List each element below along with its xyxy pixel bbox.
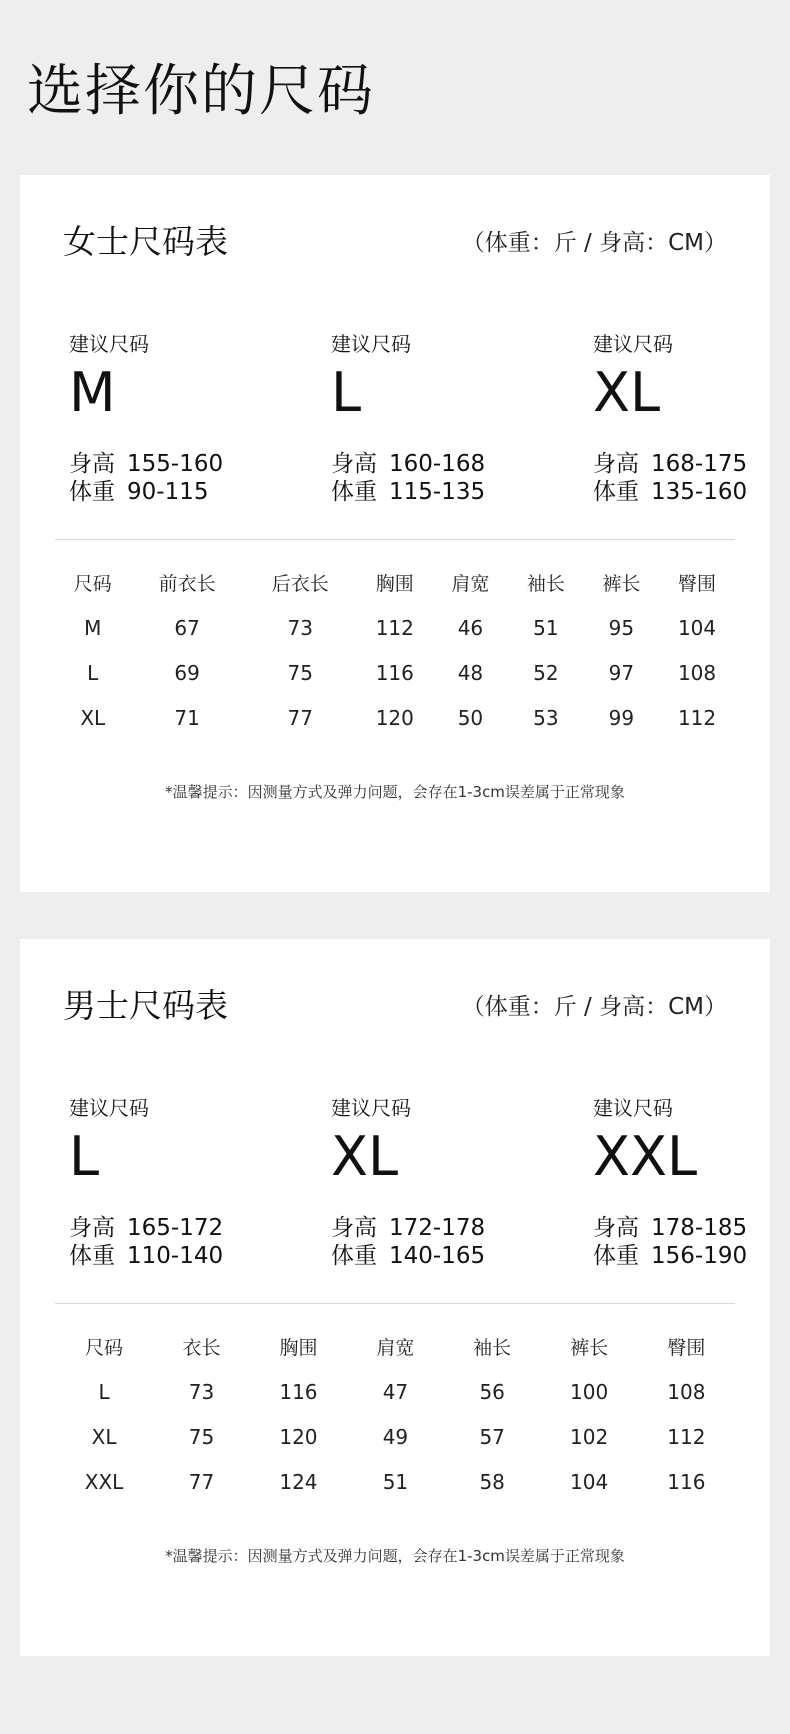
weight-range — [331, 478, 551, 506]
women-footnote: *温馨提示：因测量方式及弹力问题，会存在1-3cm误差属于正常现象 — [165, 783, 625, 801]
weight-range — [593, 1242, 790, 1270]
table-cell: 108 — [677, 660, 717, 685]
height-value: 172-178 — [389, 1215, 486, 1241]
weight-label: 体重 — [593, 1243, 639, 1269]
table-cell: 50 — [457, 705, 484, 730]
recommended-size: M — [69, 361, 116, 424]
weight-value: 90-115 — [127, 479, 209, 505]
table-cell: 53 — [533, 705, 559, 730]
women-recommendations — [69, 330, 748, 510]
table-cell: 75 — [188, 1424, 215, 1449]
divider — [55, 539, 735, 540]
height-range — [331, 450, 551, 478]
recommended-size: XXL — [593, 1125, 698, 1188]
table-cell: 48 — [457, 660, 484, 685]
recommendation-label: 建议尺码 — [69, 332, 149, 356]
weight-value: 140-165 — [389, 1243, 486, 1269]
divider — [55, 1303, 735, 1304]
page-title: 选择你的尺码 — [27, 59, 375, 124]
table-cell: XL — [91, 1424, 117, 1449]
weight-label: 体重 — [69, 479, 115, 505]
weight-label: 体重 — [69, 1243, 115, 1269]
table-cell: 124 — [279, 1469, 318, 1494]
table-cell: 112 — [677, 705, 717, 730]
height-value: 178-185 — [651, 1215, 748, 1241]
height-range — [593, 450, 790, 478]
table-cell: 46 — [457, 615, 484, 640]
column-header: 后衣长 — [271, 573, 329, 595]
height-range — [69, 450, 289, 478]
height-value: 155-160 — [127, 451, 224, 477]
table-cell: XL — [80, 705, 106, 730]
height-value: 168-175 — [651, 451, 748, 477]
men-unit-note: （体重：斤 / 身高：CM） — [461, 994, 727, 1020]
column-header: 尺码 — [85, 1337, 124, 1359]
recommendation-label: 建议尺码 — [593, 332, 673, 356]
table-cell: 104 — [677, 615, 717, 640]
table-cell: 116 — [375, 660, 414, 685]
table-cell: 67 — [174, 615, 200, 640]
table-row — [55, 1459, 735, 1504]
weight-range — [593, 478, 790, 506]
table-cell: M — [84, 615, 102, 640]
men-size-table — [55, 1324, 735, 1504]
men-recommendation — [593, 1094, 790, 1270]
weight-value: 135-160 — [651, 479, 748, 505]
height-label: 身高 — [69, 1215, 115, 1241]
men-recommendations — [69, 1094, 748, 1274]
table-cell: 116 — [667, 1469, 706, 1494]
column-header: 胸围 — [375, 573, 414, 595]
women-unit-note: （体重：斤 / 身高：CM） — [461, 230, 727, 256]
height-label: 身高 — [593, 1215, 639, 1241]
table-cell: 100 — [570, 1379, 609, 1404]
table-cell: 77 — [287, 705, 313, 730]
weight-label: 体重 — [593, 479, 639, 505]
women-card-title: 女士尺码表 — [63, 222, 228, 261]
table-cell: 51 — [382, 1469, 409, 1494]
table-cell: 49 — [382, 1424, 409, 1449]
table-cell: 52 — [533, 660, 559, 685]
column-header: 尺码 — [73, 573, 112, 595]
height-range — [331, 1214, 551, 1242]
table-cell: 99 — [608, 705, 635, 730]
weight-value: 115-135 — [389, 479, 486, 505]
table-cell: 108 — [667, 1379, 706, 1404]
weight-value: 156-190 — [651, 1243, 748, 1269]
table-cell: 104 — [570, 1469, 609, 1494]
women-recommendation — [69, 330, 289, 506]
men-footnote: *温馨提示：因测量方式及弹力问题，会存在1-3cm误差属于正常现象 — [165, 1547, 625, 1565]
height-label: 身高 — [331, 451, 377, 477]
table-cell: 97 — [608, 660, 635, 685]
column-header: 衣长 — [182, 1337, 221, 1359]
table-cell: 112 — [375, 615, 414, 640]
table-cell: 116 — [279, 1379, 318, 1404]
weight-range — [69, 478, 289, 506]
column-header: 前衣长 — [158, 573, 216, 595]
women-size-card — [20, 175, 770, 892]
column-header: 袖长 — [473, 1337, 512, 1359]
column-header: 袖长 — [526, 573, 565, 595]
weight-range — [331, 1242, 551, 1270]
height-value: 165-172 — [127, 1215, 224, 1241]
recommendation-label: 建议尺码 — [331, 1096, 411, 1120]
column-header: 裤长 — [602, 573, 641, 595]
height-range — [69, 1214, 289, 1242]
women-size-table — [55, 560, 735, 740]
recommendation-label: 建议尺码 — [593, 1096, 673, 1120]
men-card-title: 男士尺码表 — [63, 986, 228, 1025]
table-cell: 112 — [667, 1424, 706, 1449]
recommended-size: L — [331, 361, 362, 424]
height-value: 160-168 — [389, 451, 486, 477]
recommended-size: XL — [331, 1125, 399, 1188]
height-label: 身高 — [593, 451, 639, 477]
table-cell: 95 — [608, 615, 635, 640]
weight-range — [69, 1242, 289, 1270]
table-cell: 77 — [188, 1469, 215, 1494]
table-cell: L — [98, 1379, 110, 1404]
height-label: 身高 — [69, 451, 115, 477]
recommendation-label: 建议尺码 — [69, 1096, 149, 1120]
weight-value: 110-140 — [127, 1243, 224, 1269]
table-cell: 69 — [174, 660, 200, 685]
table-row — [55, 650, 735, 695]
table-cell: XXL — [84, 1469, 124, 1494]
table-cell: 51 — [533, 615, 559, 640]
table-row — [55, 695, 735, 740]
table-cell: 57 — [479, 1424, 505, 1449]
recommended-size: XL — [593, 361, 661, 424]
men-recommendation — [69, 1094, 289, 1270]
table-cell: 71 — [174, 705, 200, 730]
table-cell: 73 — [287, 615, 313, 640]
weight-label: 体重 — [331, 479, 377, 505]
men-size-card — [20, 939, 770, 1656]
table-cell: 120 — [375, 705, 414, 730]
recommended-size: L — [69, 1125, 100, 1188]
table-cell: 120 — [279, 1424, 318, 1449]
table-cell: 56 — [479, 1379, 505, 1404]
women-recommendation — [593, 330, 790, 506]
recommendation-label: 建议尺码 — [331, 332, 411, 356]
table-row — [55, 1414, 735, 1459]
column-header: 胸围 — [279, 1337, 318, 1359]
table-cell: 58 — [479, 1469, 505, 1494]
column-header: 肩宽 — [451, 573, 490, 595]
height-label: 身高 — [331, 1215, 377, 1241]
column-header: 臀围 — [667, 1337, 706, 1359]
weight-label: 体重 — [331, 1243, 377, 1269]
column-header: 臀围 — [678, 573, 717, 595]
table-row — [55, 1369, 735, 1414]
table-cell: 47 — [382, 1379, 409, 1404]
table-header-row — [55, 1324, 735, 1369]
height-range — [593, 1214, 790, 1242]
table-cell: 75 — [287, 660, 313, 685]
table-row — [55, 605, 735, 650]
women-recommendation — [331, 330, 551, 506]
table-cell: 102 — [570, 1424, 609, 1449]
table-cell: 73 — [188, 1379, 215, 1404]
table-header-row — [55, 560, 735, 605]
table-cell: L — [87, 660, 99, 685]
column-header: 裤长 — [570, 1337, 609, 1359]
column-header: 肩宽 — [376, 1337, 415, 1359]
men-recommendation — [331, 1094, 551, 1270]
